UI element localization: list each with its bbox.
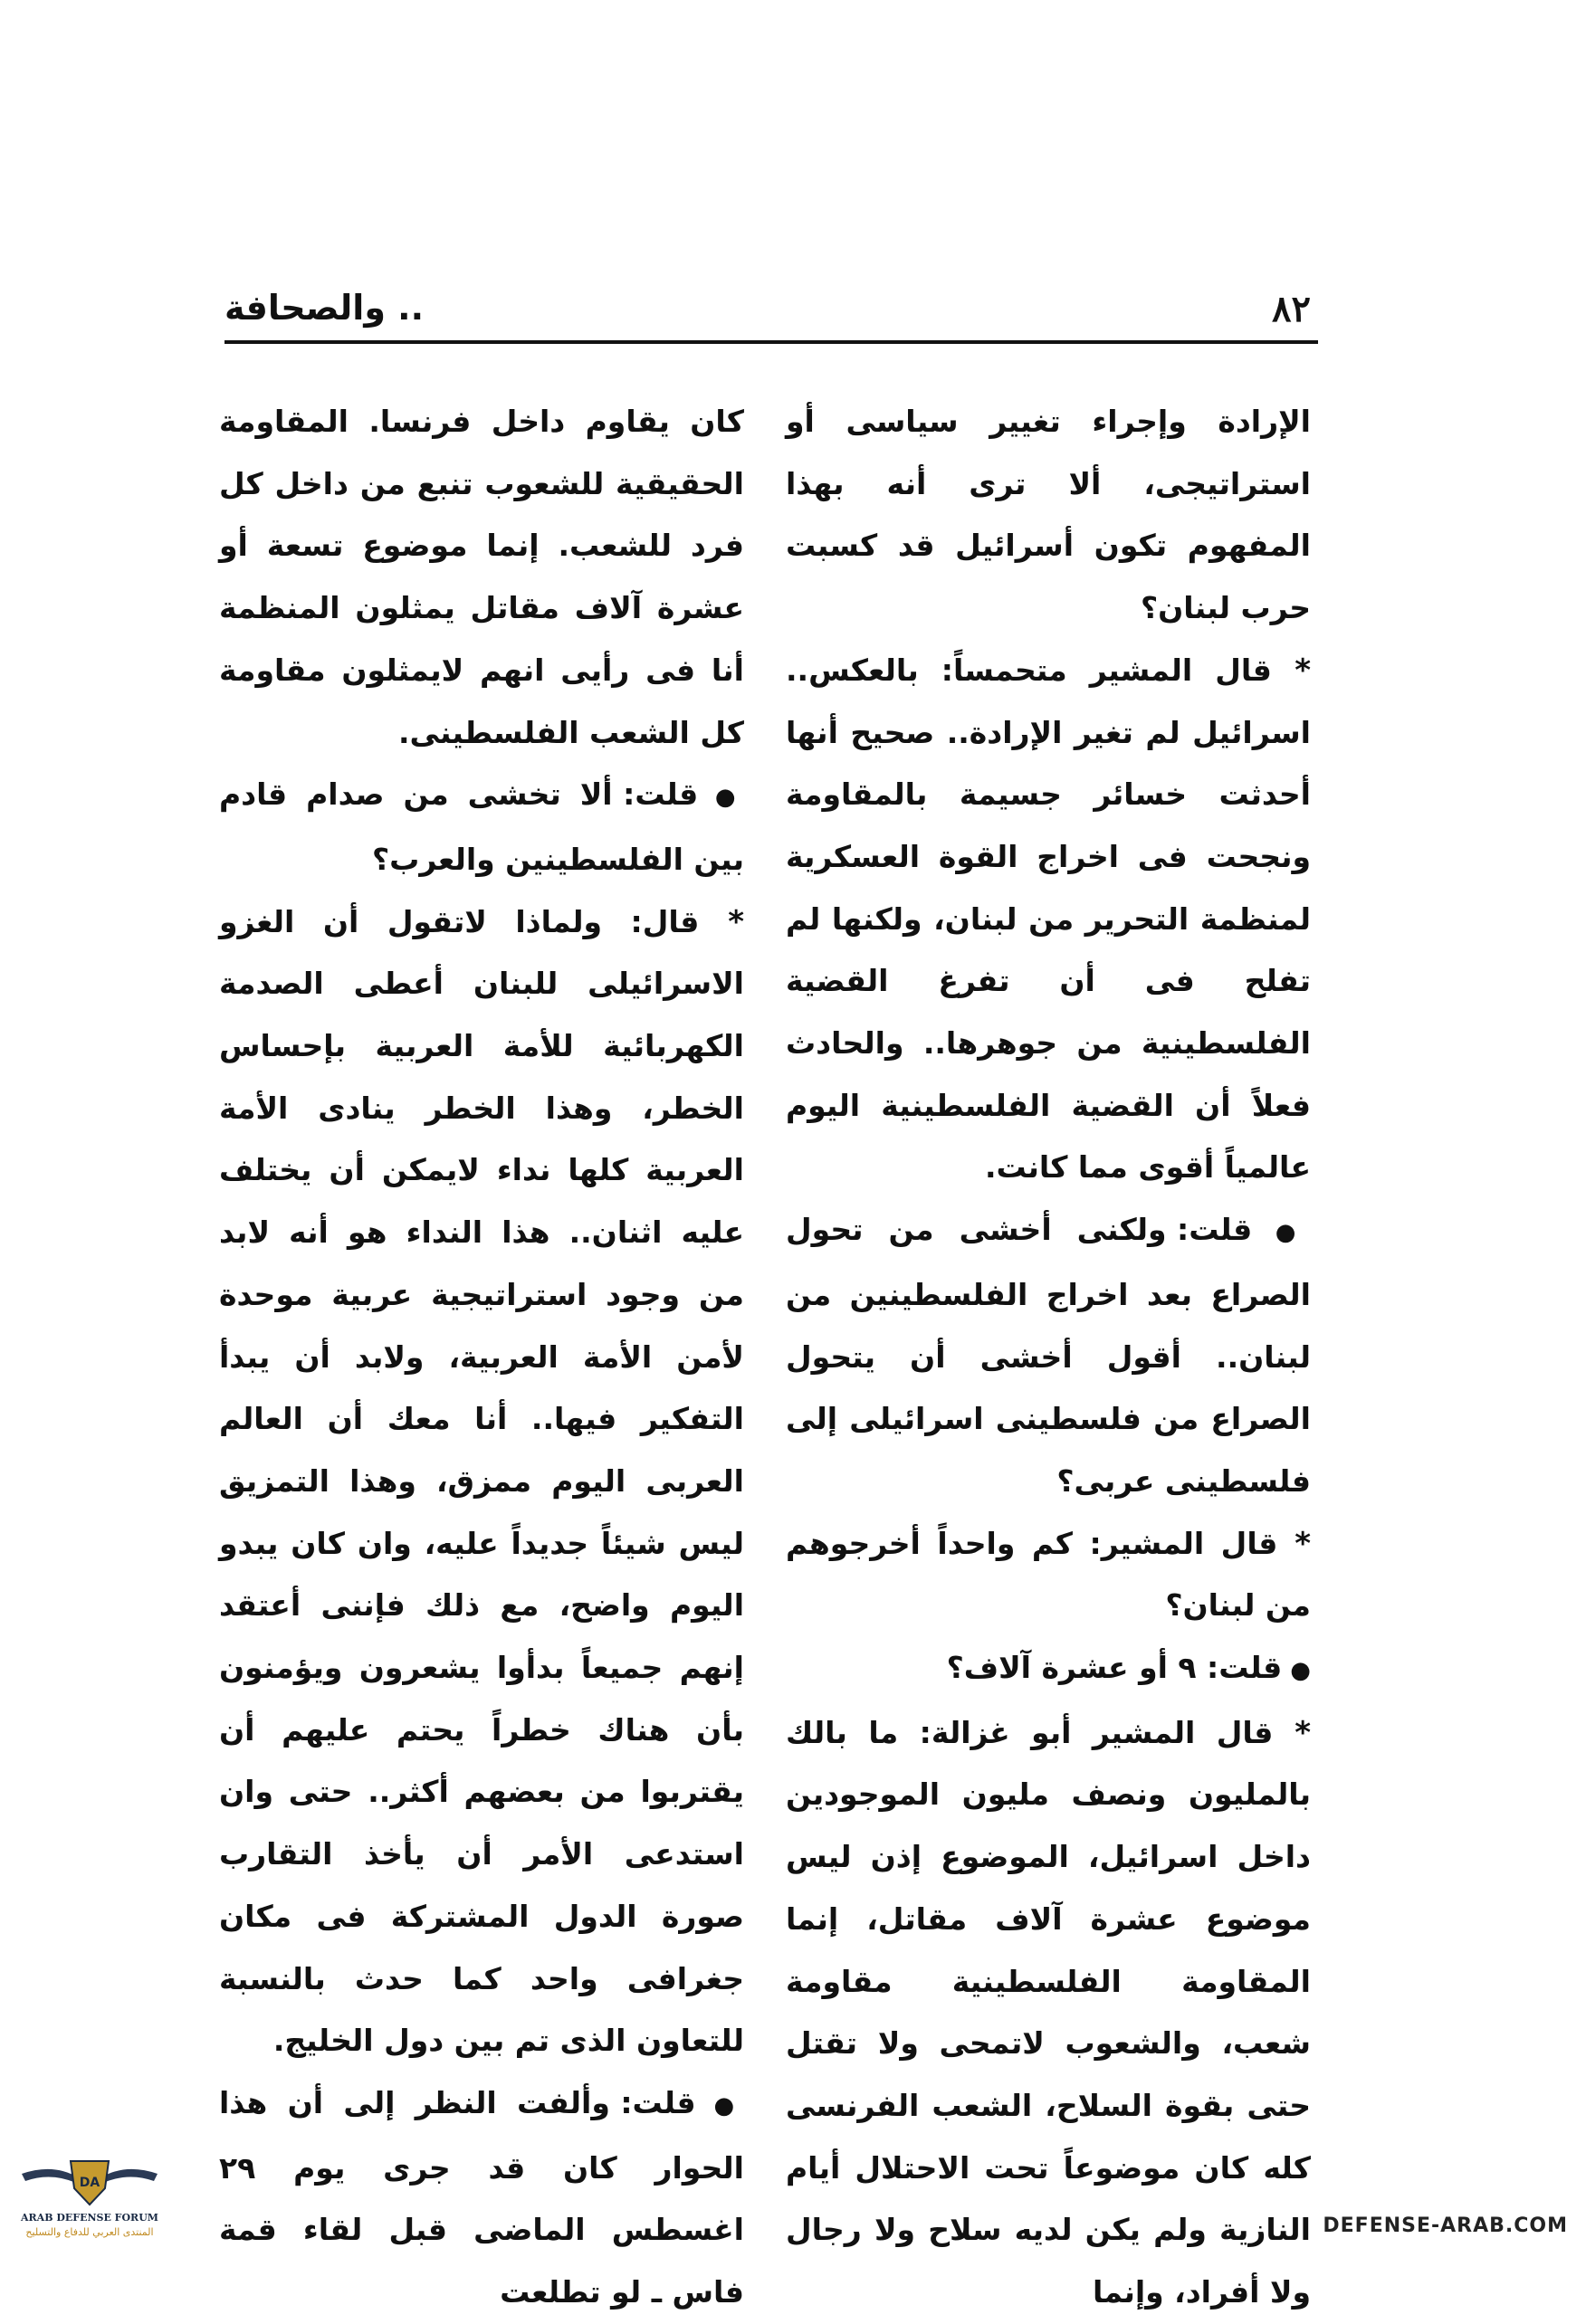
- answer-paragraph: * قال المشير متحمساً: بالعكس.. اسرائيل لم تغير الإرادة.. صحيح أنها أحدثت خسائر جسيمة بالمقاومة ونجحت فى اخراج القوة العسكرية لمنظمة التحرير من لبنان، ولكنها لم تفلح فى أن تفرغ القضية الفلسطينية من جوهرها.. والحادث فعلاً أن القضية الفلسطينية اليوم عالمياً أقوى مما كانت.: [786, 640, 1311, 1199]
- question-paragraph: ● قلت: ولكنى أخشى من تحول الصراع بعد اخراج الفلسطينين من لبنان.. أقول أخشى أن يتحول الصراع من فلسطينى اسرائيلى إلى فلسطينى عربى؟: [786, 1199, 1311, 1513]
- logo-arabic-text: المنتدى العربي للدفاع والتسليح: [25, 2226, 154, 2238]
- page-number: ٨٢: [1272, 288, 1311, 330]
- question-paragraph: ● قلت: ٩ أو عشرة آلاف؟: [786, 1637, 1311, 1702]
- running-title: .. والصحافة: [225, 288, 425, 328]
- answer-paragraph: * قال: ولماذا لاتقول أن الغزو الاسرائيلى للبنان أعطى الصدمة الكهربائية للأمة العربية بإحساس الخطر، وهذا الخطر ينادى الأمة العربية كلها نداء لايمكن أن يختلف عليه اثنان.. هذا النداء هو أنه لابد من وجود استراتيجية عربية موحدة لأمن الأمة العربية، ولابد أن يبدأ التفكير فيها.. أنا معك أن العالم العربى اليوم ممزق، وهذا التمزيق ليس شيئاً جديداً عليه، وان كان يبدو اليوم واضح، مع ذلك فإننى أعتقد إنهم جميعاً بدأوا يشعرون ويؤمنون بأن هناك خطراً يحتم عليهم أن يقتربوا من بعضهم أكثر.. حتى وان استدعى الأمر أن يأخذ التقارب صورة الدول المشتركة فى مكان جغرافى واحد كما حدث بالنسبة للتعاون الذى تم بين دول الخليج.: [219, 891, 744, 2072]
- page-header: [225, 288, 1311, 338]
- logo-english-text: ARAB DEFENSE FORUM: [21, 2212, 158, 2224]
- answer-paragraph: * قال المشير: كم واحداً أخرجوهم من لبنان؟: [786, 1513, 1311, 1637]
- shield-wings-icon: [13, 2156, 167, 2214]
- svg-text:DA: DA: [79, 2176, 100, 2190]
- question-paragraph: ● قلت: ألا تخشى من صدام قادم بين الفلسطينين والعرب؟: [219, 764, 744, 891]
- question-paragraph: ● قلت: وألفت النظر إلى أن هذا الحوار كان قد جرى يوم ٢٩ اغسطس الماضى قبل لقاء قمة فاس ـ لو تطلعت: [219, 2072, 744, 2324]
- answer-paragraph: * قال المشير أبو غزالة: ما بالك بالمليون ونصف مليون الموجودين داخل اسرائيل، الموضوع إذن ليس موضوع عشرة آلاف مقاتل، إنما المقاومة الفلسطينية مقاومة شعب، والشعوب لاتمحى ولا تقتل حتى بقوة السلاح، الشعب الفرنسى كله كان موضوعاً تحت الاحتلال أيام النازية ولم يكن لديه سلاح ولا رجال ولا أفراد، وإنما: [786, 1702, 1311, 2324]
- paragraph: كان يقاوم داخل فرنسا. المقاومة الحقيقية للشعوب تنبع من داخل كل فرد للشعب. إنما موضوع تسعة أو عشرة آلاف مقاتل يمثلون المنظمة أنا فى رأيى انهم لايمثلون مقاومة كل الشعب الفلسطينى.: [219, 404, 744, 750]
- header-rule: [225, 340, 1318, 344]
- site-watermark: DEFENSE-ARAB.COM: [1323, 2214, 1568, 2237]
- paragraph: الإرادة وإجراء تغيير سياسى أو استراتيجى، ألا ترى أنه بهذا المفهوم تكون أسرائيل قد كسبت حرب لبنان؟: [786, 404, 1311, 626]
- right-column: [786, 391, 1311, 2324]
- left-column: [219, 391, 744, 2324]
- forum-logo: [13, 2156, 167, 2244]
